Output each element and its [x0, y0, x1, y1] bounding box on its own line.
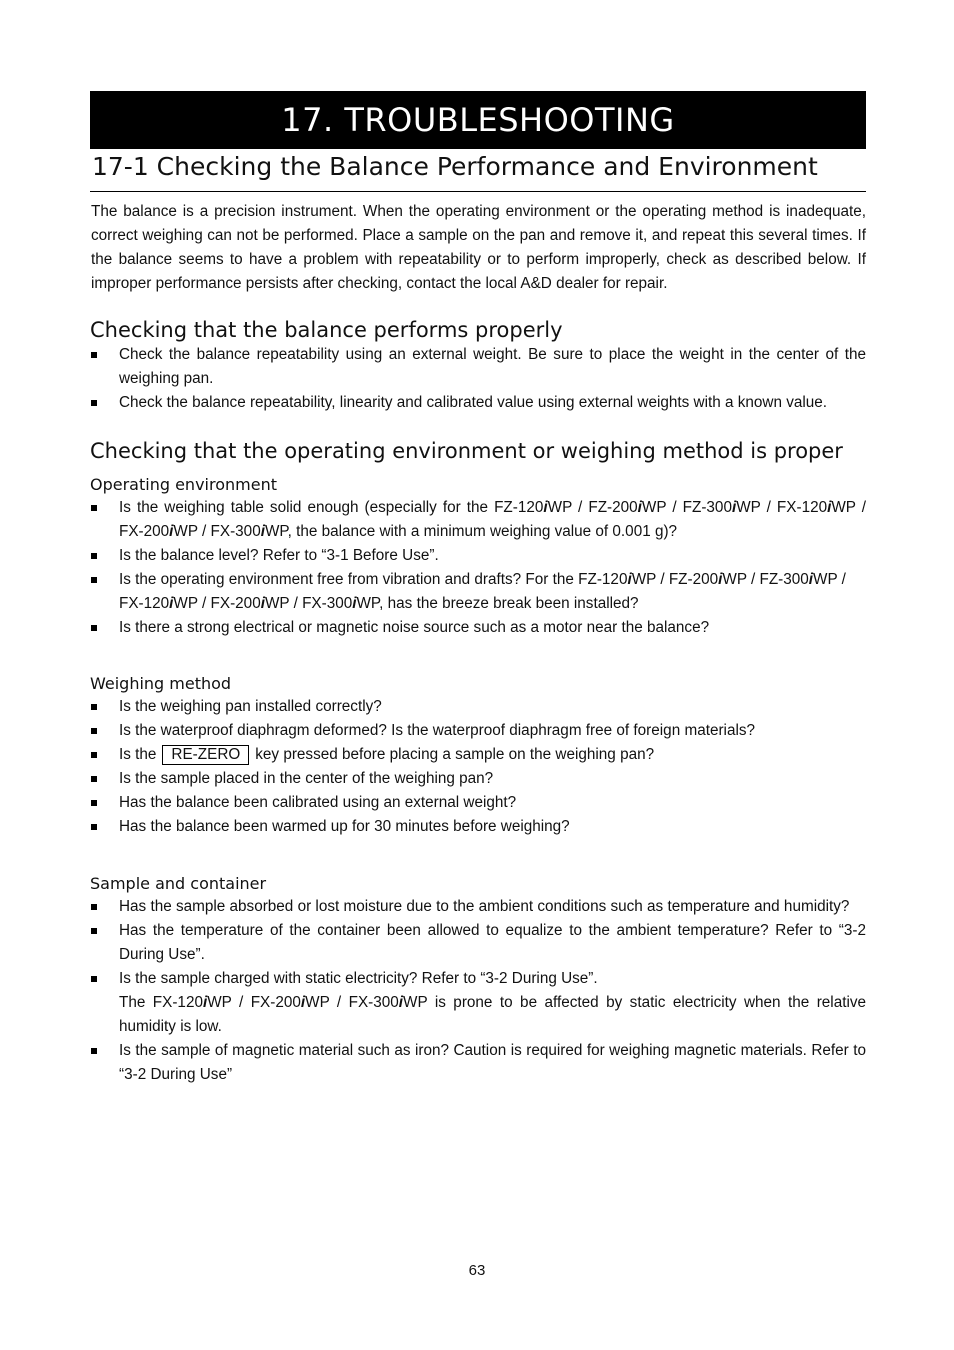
square-bullet-icon — [91, 400, 97, 406]
weighing-list — [90, 695, 866, 839]
square-bullet-icon — [91, 1048, 97, 1054]
page-number: 63 — [468, 1262, 486, 1279]
list-item: Is the waterproof diaphragm deformed? Is the waterproof diaphragm free of foreign materials? — [90, 719, 866, 743]
performs-list — [90, 343, 866, 415]
list-item: Is the sample of magnetic material such as iron? Caution is required for weighing magnetic materials. Refer to “3-2 During Use” — [90, 1039, 866, 1087]
square-bullet-icon — [91, 928, 97, 934]
square-bullet-icon — [91, 352, 97, 358]
square-bullet-icon — [91, 553, 97, 559]
square-bullet-icon — [91, 577, 97, 583]
list-item: Has the balance been calibrated using an external weight? — [90, 791, 866, 815]
list-item: Is the operating environment free from vibration and drafts? For the FZ-120iWP / FZ-200iWP / FZ-300iWP / FX-120iWP / FX-200iWP / FX-300iWP, has the breeze break been installed? — [90, 568, 866, 616]
list-item: Has the balance been warmed up for 30 minutes before weighing? — [90, 815, 866, 839]
list-item: Has the sample absorbed or lost moisture due to the ambient conditions such as temperature and humidity? — [90, 895, 866, 919]
page-content — [90, 91, 866, 1087]
operating-list — [90, 496, 866, 640]
square-bullet-icon — [91, 625, 97, 631]
list-item: Is the RE-ZERO key pressed before placing a sample on the weighing pan? — [90, 743, 866, 767]
list-item: Check the balance repeatability, linearity and calibrated value using external weights with a known value. — [90, 391, 866, 415]
square-bullet-icon — [91, 752, 97, 758]
list-item: Has the temperature of the container been allowed to equalize to the ambient temperature? Refer to “3-2 During Use”. — [90, 919, 866, 967]
list-item: Is the balance level? Refer to “3-1 Before Use”. — [90, 544, 866, 568]
list-item: Is there a strong electrical or magnetic noise source such as a motor near the balance? — [90, 616, 866, 640]
list-item: Is the weighing pan installed correctly? — [90, 695, 866, 719]
sample-heading: Sample and container — [90, 874, 267, 893]
square-bullet-icon — [91, 824, 97, 830]
square-bullet-icon — [91, 728, 97, 734]
list-item: Is the sample charged with static electricity? Refer to “3-2 During Use”. The FX-120iWP / FX-200iWP / FX-300iWP is prone to be affected by static electricity when the relative humidity is low. — [90, 967, 866, 1039]
intro-paragraph: The balance is a precision instrument. When the operating environment or the operating method is inadequate, correct weighing can not be performed. Place a sample on the pan and remove it, and repeat this several times. If the balance seems to have a problem with repeatability or to perform improperly, check as described below. If improper performance persists after checking, contact the local A&D dealer for repair. — [91, 203, 866, 292]
square-bullet-icon — [91, 976, 97, 982]
weighing-heading: Weighing method — [90, 674, 232, 693]
operating-heading: Operating environment — [90, 475, 277, 494]
re-zero-key: RE-ZERO — [162, 745, 249, 765]
performs-heading: Checking that the balance performs properly — [90, 318, 563, 342]
chapter-title: 17. TROUBLESHOOTING — [281, 101, 675, 139]
section-title: 17-1 Checking the Balance Performance and Environment — [90, 152, 866, 192]
list-item: Is the sample placed in the center of the weighing pan? — [90, 767, 866, 791]
square-bullet-icon — [91, 505, 97, 511]
square-bullet-icon — [91, 704, 97, 710]
square-bullet-icon — [91, 800, 97, 806]
square-bullet-icon — [91, 776, 97, 782]
static-note: The FX-120iWP / FX-200iWP / FX-300iWP is prone to be affected by static electricity when the relative humidity is low. — [119, 994, 867, 1035]
chapter-banner — [90, 91, 866, 149]
list-item: Is the weighing table solid enough (especially for the FZ-120iWP / FZ-200iWP / FZ-300iWP / FX-120iWP / FX-200iWP / FX-300iWP, the balance with a minimum weighing value of 0.001 g)? — [90, 496, 866, 544]
list-item: Check the balance repeatability using an external weight. Be sure to place the weight in the center of the weighing pan. — [90, 343, 866, 391]
square-bullet-icon — [91, 904, 97, 910]
environment-heading: Checking that the operating environment or weighing method is proper — [90, 439, 843, 463]
sample-list — [90, 895, 866, 1087]
